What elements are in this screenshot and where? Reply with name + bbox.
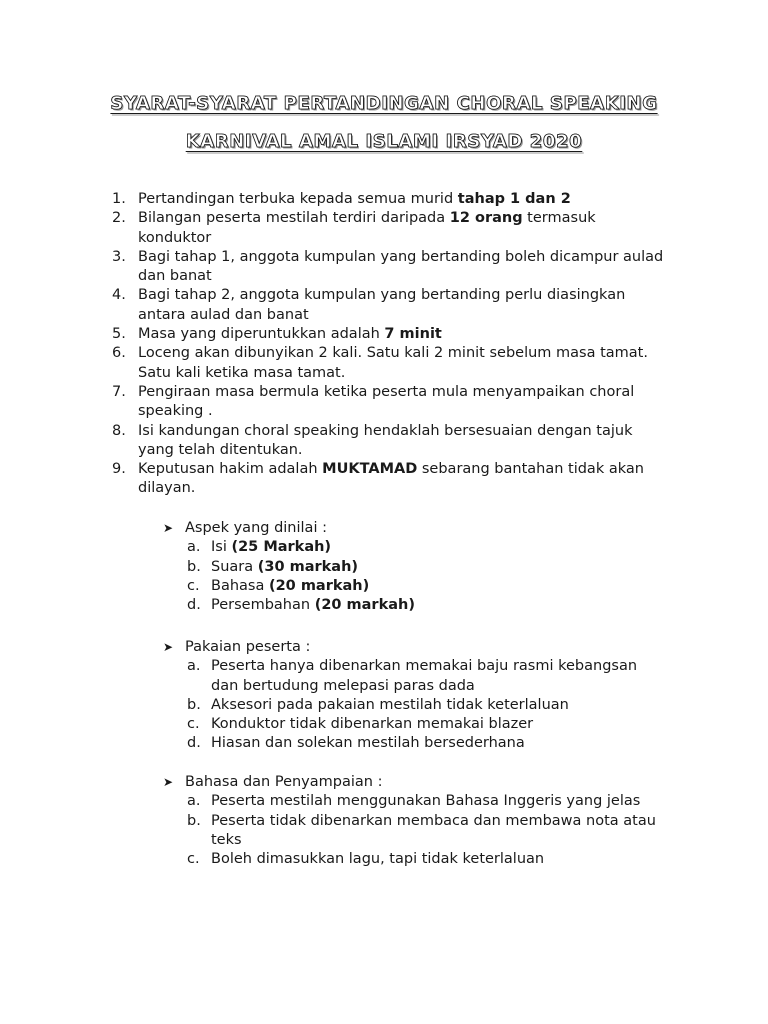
rule-item xyxy=(112,286,672,325)
section-heading-text: Pakaian peserta : xyxy=(185,639,311,655)
rule-number: 4. xyxy=(112,287,126,304)
rule-item xyxy=(112,325,672,344)
rule-text: Bilangan peserta mestilah terdiri daripada 12 orang termasuk konduktor xyxy=(138,210,596,246)
sub-list xyxy=(163,538,663,615)
list-item xyxy=(187,812,663,851)
item-letter: c. xyxy=(187,577,200,594)
section-heading xyxy=(163,773,663,792)
item-text: Peserta tidak dibenarkan membaca dan membawa nota atau teks xyxy=(211,812,656,848)
rule-number: 2. xyxy=(112,210,126,227)
item-text: Peserta hanya dibenarkan memakai baju rasmi kebangsan dan bertudung melepasi paras dada xyxy=(211,658,638,694)
rule-item xyxy=(112,460,672,499)
arrowhead-bullet-icon: ➤ xyxy=(163,775,174,789)
list-item xyxy=(187,792,663,811)
rule-item xyxy=(112,209,672,248)
rule-number: 6. xyxy=(112,345,126,362)
item-text: Peserta mestilah menggunakan Bahasa Inggeris yang jelas xyxy=(211,793,641,810)
list-item xyxy=(187,558,663,577)
rule-text: Loceng akan dibunyikan 2 kali. Satu kali 2 minit sebelum masa tamat. Satu kali ketika masa tamat. xyxy=(138,345,648,381)
rule-number: 3. xyxy=(112,248,126,265)
section-aspek xyxy=(163,519,663,615)
section-heading xyxy=(163,638,663,657)
rule-text: Bagi tahap 2, anggota kumpulan yang bertanding perlu diasingkan antara aulad dan banat xyxy=(138,287,626,323)
document-title: SYARAT-SYARAT PERTANDINGAN CHORAL SPEAKING xyxy=(110,93,658,114)
arrowhead-bullet-icon: ➤ xyxy=(163,640,174,654)
list-item xyxy=(187,734,663,753)
item-letter: a. xyxy=(187,539,201,556)
rule-item xyxy=(112,190,672,209)
rule-text: Bagi tahap 1, anggota kumpulan yang bertanding boleh dicampur aulad dan banat xyxy=(138,248,664,285)
rule-text: Pertandingan terbuka kepada semua murid tahap 1 dan 2 xyxy=(138,191,571,207)
item-letter: d. xyxy=(187,597,201,614)
rule-item xyxy=(112,383,672,422)
item-letter: b. xyxy=(187,696,201,713)
section-heading-text: Aspek yang dinilai : xyxy=(185,520,327,536)
section-bahasa xyxy=(163,773,663,869)
list-item xyxy=(187,657,663,696)
document-subtitle: KARNIVAL AMAL ISLAMI IRSYAD 2020 xyxy=(185,131,583,152)
section-heading xyxy=(163,519,663,538)
rule-text: Pengiraan masa bermula ketika peserta mula menyampaikan choral speaking . xyxy=(138,383,635,420)
list-item xyxy=(187,715,663,734)
item-text: Konduktor tidak dibenarkan memakai blazer xyxy=(211,716,534,733)
item-letter: c. xyxy=(187,716,200,733)
item-text: Boleh dimasukkan lagu, tapi tidak keterlaluan xyxy=(211,851,545,868)
item-letter: c. xyxy=(187,851,200,868)
rule-number: 1. xyxy=(112,191,126,207)
item-text: Aksesori pada pakaian mestilah tidak keterlaluan xyxy=(211,696,569,713)
section-heading-text: Bahasa dan Penyampaian : xyxy=(185,774,383,790)
list-item xyxy=(187,577,663,596)
sub-list xyxy=(163,792,663,869)
item-text: Suara (30 markah) xyxy=(211,558,359,575)
rule-number: 7. xyxy=(112,383,126,400)
list-item xyxy=(187,696,663,715)
item-letter: d. xyxy=(187,735,201,752)
item-letter: a. xyxy=(187,793,201,810)
item-text: Isi (25 Markah) xyxy=(211,539,332,556)
rule-text: Keputusan hakim adalah MUKTAMAD sebarang bantahan tidak akan dilayan. xyxy=(138,461,644,497)
rule-number: 9. xyxy=(112,461,126,478)
list-item xyxy=(187,538,663,557)
item-letter: b. xyxy=(187,558,201,575)
item-text: Hiasan dan solekan mestilah bersederhana xyxy=(211,735,525,752)
item-letter: a. xyxy=(187,658,201,675)
item-letter: b. xyxy=(187,812,201,829)
rule-item xyxy=(112,248,672,287)
rule-item xyxy=(112,344,672,383)
rules-list xyxy=(112,190,672,499)
list-item xyxy=(187,850,663,869)
item-text: Persembahan (20 markah) xyxy=(211,597,415,614)
section-pakaian xyxy=(163,638,663,754)
arrowhead-bullet-icon: ➤ xyxy=(163,521,174,535)
rule-item xyxy=(112,422,672,461)
list-item xyxy=(187,596,663,615)
rule-text: Masa yang diperuntukkan adalah 7 minit xyxy=(138,326,442,343)
item-text: Bahasa (20 markah) xyxy=(211,577,370,594)
rule-text: Isi kandungan choral speaking hendaklah bersesuaian dengan tajuk yang telah ditentukan. xyxy=(138,422,633,458)
rule-number: 8. xyxy=(112,422,126,439)
rule-number: 5. xyxy=(112,326,126,343)
sub-list xyxy=(163,657,663,753)
